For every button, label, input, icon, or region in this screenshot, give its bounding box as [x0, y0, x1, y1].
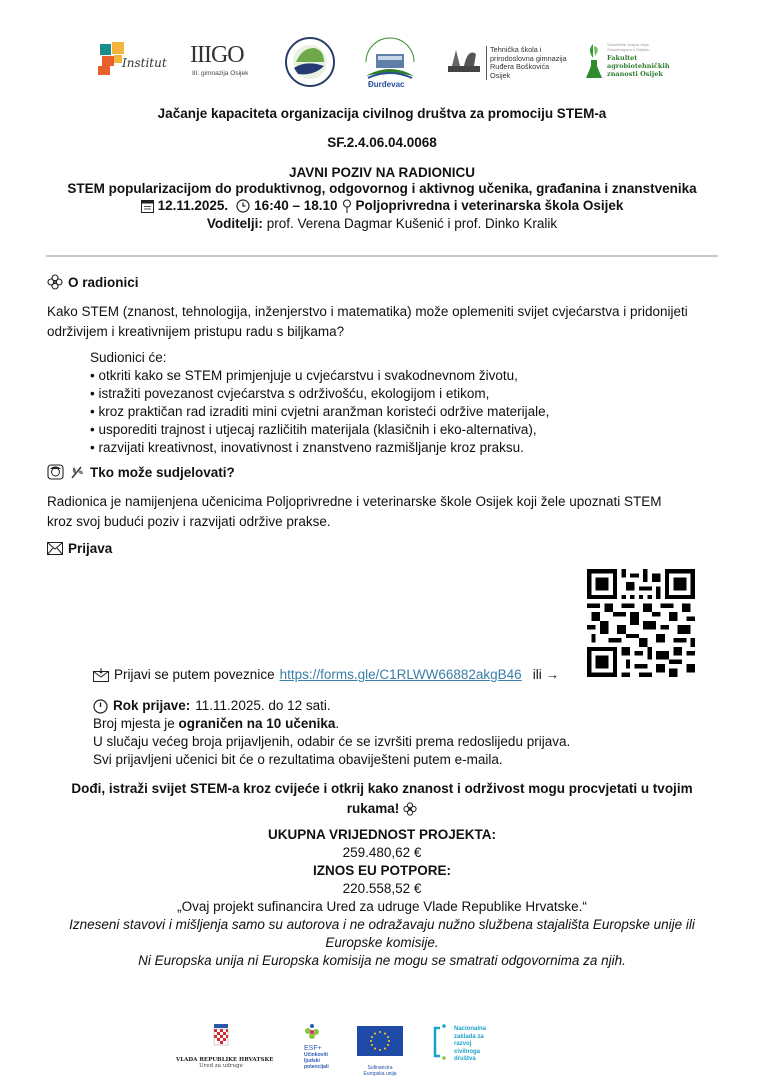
vlada-name: VLADA REPUBLIKE HRVATSKE [176, 1057, 274, 1063]
eu-flag-icon [357, 1026, 403, 1056]
leaders-names: prof. Verena Dagmar Kušenić i prof. Dinko Kralik [266, 216, 558, 231]
flower-icon [47, 274, 63, 290]
apply-details [93, 697, 570, 769]
tehnicka-line: Tehnička škola i [490, 45, 542, 54]
envelope-arrow-icon [93, 668, 109, 682]
who-heading-text: Tko može sudjelovati? [90, 464, 235, 480]
eu-cofinance-label: Sufinancira [367, 1065, 393, 1071]
nzrcd-line: društva [454, 1056, 476, 1062]
deadline-value: 11.11.2025. do 12 sati. [195, 698, 331, 713]
call-to-action [40, 779, 724, 819]
participants-list [90, 349, 549, 457]
event-date: 12.11.2025. [157, 198, 229, 213]
esf-label: ESF+ [304, 1045, 322, 1052]
strukovna-town: Đurđevac [368, 80, 405, 89]
about-heading-text: O radionici [68, 274, 139, 290]
list-item: • usporediti trajnost i utjecaj različitih materijala (klasičnih i eko-alternativa), [90, 422, 537, 437]
seats-limit: ograničen na 10 učenika [178, 716, 336, 731]
event-details [40, 198, 724, 214]
about-intro-line: Kako STEM (znanost, tehnologija, inženjerstvo i matematika) može oplemeniti svijet cvjećarstva i pridonijeti [47, 304, 688, 319]
gimnazija-mark: IIIGO [190, 42, 244, 68]
seats-prefix: Broj mjesta je [93, 716, 179, 731]
fakultet-university: Sveučilište Josipa Jurja Strossmayera u Osijeku [607, 42, 650, 52]
notification-rule: Svi prijavljeni učenici bit će o rezultatima obaviješteni putem e-maila. [93, 752, 503, 767]
cta-line: Dođi, istraži svijet STEM-a kroz cvijeće i otkrij kako znanost i održivost mogu procvjetati u tvojim [71, 781, 693, 796]
plant-icon [69, 464, 85, 480]
who-text-line: Radionica je namijenjena učenicima Poljoprivredne i veterinarske škole Osijek koji žele upoznati STEM [47, 494, 662, 509]
apply-heading [47, 541, 112, 556]
nzrcd-line: civilnoga [454, 1048, 481, 1055]
vlada-logo [176, 1024, 274, 1074]
tehnicka-emblem-icon [446, 46, 482, 74]
who-heading [47, 464, 235, 480]
cta-line: rukama! [346, 801, 400, 816]
seats-suffix: . [335, 716, 340, 731]
about-intro [47, 302, 727, 342]
envelope-icon [47, 542, 63, 555]
event-time: 16:40 – 18.10 [254, 198, 338, 213]
esf-line: Učinkoviti [304, 1052, 328, 1058]
list-item: • istražiti povezanost cvjećarstva s održivošću, ekologijom i etikom, [90, 386, 490, 401]
flower-icon [403, 802, 417, 816]
tehnicka-line: Ruđera Boškovića [490, 62, 550, 71]
apply-heading-text: Prijava [68, 541, 113, 556]
esf-flower-icon [304, 1024, 320, 1040]
event-location: Poljoprivredna i veterinarska škola Osijek [355, 198, 624, 213]
tehnicka-skola-logo [446, 46, 576, 82]
calendar-icon [141, 200, 154, 213]
nzrcd-line: Nacionalna [454, 1026, 487, 1032]
nzrcd-line: zaklada za [454, 1033, 484, 1040]
about-heading [47, 274, 139, 290]
fakultet-line: agrobiotehničkih [607, 62, 670, 70]
deadline-line [93, 697, 570, 715]
fakultet-logo [585, 40, 675, 84]
esf-line: potencijali [304, 1064, 329, 1070]
seats-line [93, 715, 570, 733]
qr-code[interactable] [586, 569, 696, 677]
croatian-coat-of-arms-icon [213, 1024, 229, 1046]
fakultet-line: Fakultet [607, 54, 638, 62]
fakultet-line: znanosti Osijek [607, 70, 663, 78]
clock-icon [93, 699, 108, 714]
leaders-label: Voditelji: [206, 216, 263, 231]
tehnicka-line: Osijek [490, 70, 511, 80]
deadline-label: Rok prijave: [113, 698, 191, 713]
project-title: Jačanje kapaciteta organizacija civilnog društva za promociju STEM-a [157, 106, 607, 121]
eu-logo [355, 1026, 405, 1076]
list-item: • kroz praktičan rad izraditi mini cvjetni aranžman koristeći održive materijale, [90, 404, 550, 419]
student-icon [47, 464, 64, 480]
esf-logo [304, 1024, 334, 1076]
apply-link-line [93, 667, 559, 683]
partner-logos [0, 36, 764, 91]
participants-list-title: Sudionici će: [90, 350, 167, 365]
total-value-label: UKUPNA VRIJEDNOST PROJEKTA: [267, 827, 497, 842]
project-code: SF.2.4.06.04.0068 [327, 135, 437, 150]
workshop-subtitle: STEM popularizacijom do produktivnog, odgovornog i aktivnog učenika, građanina i znanstvenika [67, 181, 697, 196]
gimnazija-caption: III. gimnazija Osijek [192, 70, 249, 77]
disclaimer-line: Ni Europska unija ni Europska komisija ne mogu se smatrati odgovornima za njih. [138, 953, 626, 968]
esf-line: ljudski [304, 1058, 320, 1064]
tehnicka-line: prirodoslovna gimnazija [490, 53, 567, 63]
nzrcd-logo [432, 1024, 502, 1076]
application-form-link[interactable]: https://forms.gle/C1RLWW66882akgB46 [279, 667, 522, 682]
bracket-icon [432, 1024, 448, 1060]
location-pin-icon [342, 199, 352, 214]
institut-logo [98, 42, 167, 80]
list-item: • razvijati kreativnost, inovativnost i znanstveno razmišljanje kroz praksu. [90, 440, 524, 455]
call-title: JAVNI POZIV NA RADIONICU [288, 165, 475, 180]
who-text-line: kroz svoj budući poziv i razvijati održive prakse. [47, 514, 331, 529]
nzrcd-line: razvoj [454, 1041, 472, 1047]
institut-wordmark: Institut [122, 56, 167, 70]
selection-rule: U slučaju većeg broja prijavljenih, odabir će se izvršiti prema redoslijedu prijava. [93, 734, 571, 749]
about-intro-line: održivijem i kreativnijem pristupu radu s biljkama? [47, 324, 345, 339]
disclaimer-line: Europske komisije. [325, 935, 439, 950]
funding-info [40, 826, 724, 970]
divider [46, 255, 718, 257]
disclaimer-line: Izneseni stavovi i mišljenja samo su autorova i ne odražavaju nužno službena stajališta Europske unije ili [69, 917, 695, 932]
apply-link-prefix: Prijavi se putem poveznice [114, 667, 275, 682]
total-value: 259.480,62 € [342, 845, 422, 860]
who-text [47, 492, 727, 532]
eu-support-label: IZNOS EU POTPORE: [312, 863, 451, 878]
round-seal-logo [284, 36, 336, 88]
strukovna-skola-logo [358, 32, 422, 92]
or-arrow-text: ili → [532, 667, 559, 682]
flask-leaf-icon [585, 40, 603, 80]
leaders-line [40, 216, 724, 232]
clock-icon [236, 199, 250, 213]
gimnazija-logo [190, 42, 260, 82]
list-item: • otkriti kako se STEM primjenjuje u cvjećarstvu i svakodnevnom životu, [90, 368, 518, 383]
cofinance-statement: „Ovaj projekt sufinancira Ured za udruge Vlade Republike Hrvatske.“ [177, 899, 587, 914]
eu-support-value: 220.558,52 € [342, 881, 422, 896]
eu-union-label: Europska unija [363, 1071, 397, 1077]
vlada-office: Ured za udruge [199, 1063, 243, 1069]
